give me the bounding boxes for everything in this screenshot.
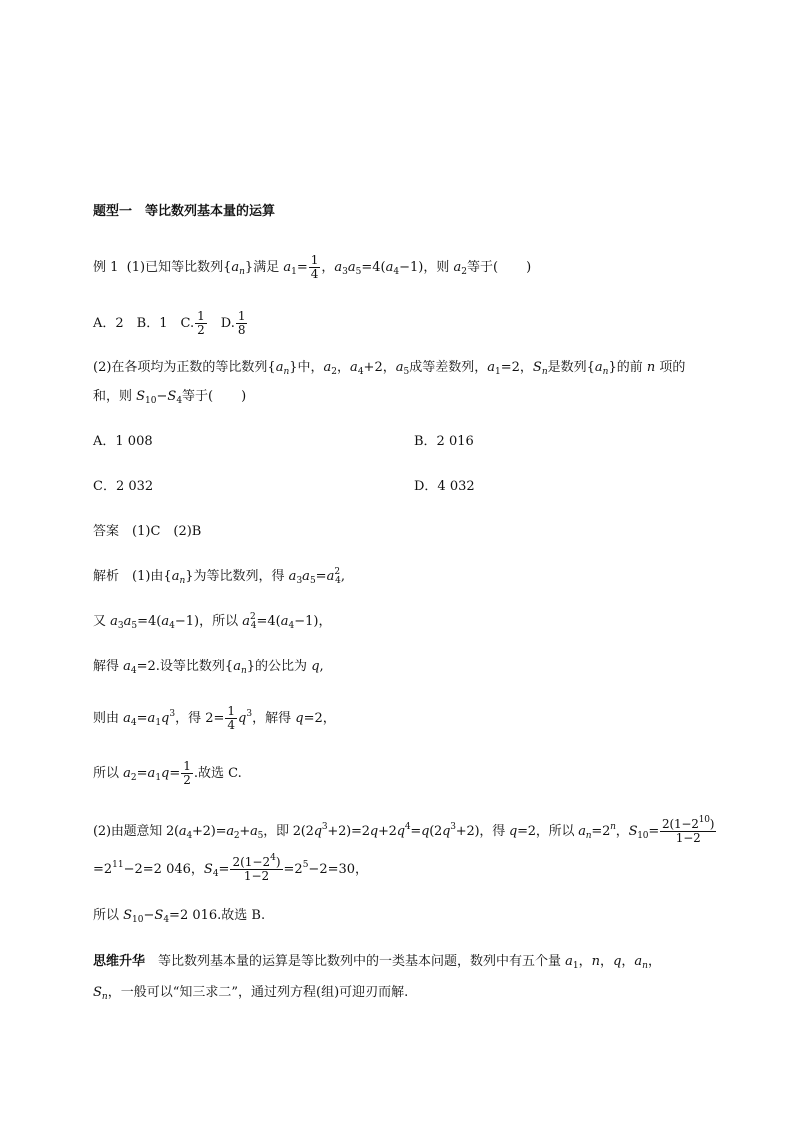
example-1-question-1: 例 1 (1)已知等比数列$\{a_n\}$满足 $a_1=$ $\frac{1}{4}$ ，$a_3a_5=4(a_4-1)$，则 $a_2$等于( ) <box>93 253 532 281</box>
fraction-one-half: $\frac{1}{2}$ <box>183 759 191 787</box>
analysis-line-1: 解析 (1)由$\{a_n\}$为等比数列，得 $a_3a_5=a^2_4$, <box>93 567 345 586</box>
example-1-question-2-line-1: (2)在各项均为正数的等比数列$\{a_n\}$中，$a_2$，$a_4+2$，$a_5$成等差数列，$a_1=2$，$S_n$是数列$\{a_n\}$的前 n 项的 <box>93 360 686 377</box>
option-b: B．2 016 <box>414 434 474 449</box>
analysis-line-4: 则由 $a_4=a_1q^3$，得 2= $\frac{1}{4}$ $q^3$，解得 q=2， <box>93 704 336 732</box>
summary-line-2: $S_n$，一般可以“知三求二”，通过列方程(组)可迎刃而解. <box>93 985 409 1002</box>
fraction-s4: $\frac{2(1-2^4)}{1-2}$ <box>232 853 281 883</box>
section-title-text: 题型一 等比数列基本量的运算 <box>93 204 276 219</box>
fraction-s10: $\frac{2(1-2^{10})}{1-2}$ <box>662 815 715 845</box>
example-label: 例 1 <box>93 260 119 275</box>
example-1-question-2-line-2: 和，则 $S_{10}-S_4$等于( ) <box>93 389 247 406</box>
fraction-one-quarter: $\frac{1}{4}$ <box>310 253 319 281</box>
analysis-line-2: 又 $a_3a_5=4(a_4-1)$，所以 $a^2_4=4(a_4-1)$， <box>93 612 332 631</box>
answer-label: 答案 <box>93 524 120 539</box>
answer-text: (1)C (2)B <box>132 524 202 539</box>
analysis-label: 解析 <box>93 569 120 584</box>
summary-line-1: 思维升华 等比数列基本量的运算是等比数列中的一类基本问题，数列中有五个量 $a_1$，n，q，$a_n$， <box>93 954 661 971</box>
section-title <box>93 204 275 220</box>
question-2-options-row-1 <box>93 434 474 450</box>
option-c-fraction: $\frac{1}{2}$ <box>197 309 205 337</box>
summary-label: 思维升华 <box>93 954 146 969</box>
option-d-fraction: $\frac{1}{8}$ <box>237 309 246 337</box>
analysis-line-3: 解得 $a_4=2$.设等比数列$\{a_n\}$的公比为 q, <box>93 659 324 676</box>
analysis-line-5: 所以 $a_2=a_1q=$ $\frac{1}{2}$ .故选 C. <box>93 759 242 787</box>
question-2-options-row-2 <box>93 479 475 495</box>
answer-line <box>93 524 201 540</box>
option-a: A．1 008 <box>93 434 153 449</box>
option-d: D．4 032 <box>414 479 475 494</box>
analysis-line-6: (2)由题意知 $2(a_4+2)=a_2+a_5$，即 $2(2q^3+2)=2q+2q^4=q(2q^3+2)$，得 q=2，所以 $a_n=2^n$，$S_{10}=$ $\frac{2(1-2^{10})}{1-2}$ <box>93 815 715 845</box>
analysis-line-8: 所以 $S_{10}-S_4=2$ 016.故选 B. <box>93 908 266 925</box>
question-1-options: A．2 B．1 C. $\frac{1}{2}$ D. $\frac{1}{8}$ <box>93 309 246 337</box>
fraction-one-quarter-2: $\frac{1}{4}$ <box>227 704 236 732</box>
option-c: C．2 032 <box>93 479 154 494</box>
analysis-line-7: $=2^{11}-2=2$ 046，$S_4=$ $\frac{2(1-2^4)}{1-2}$ $=2^5-2=30$， <box>93 853 369 883</box>
